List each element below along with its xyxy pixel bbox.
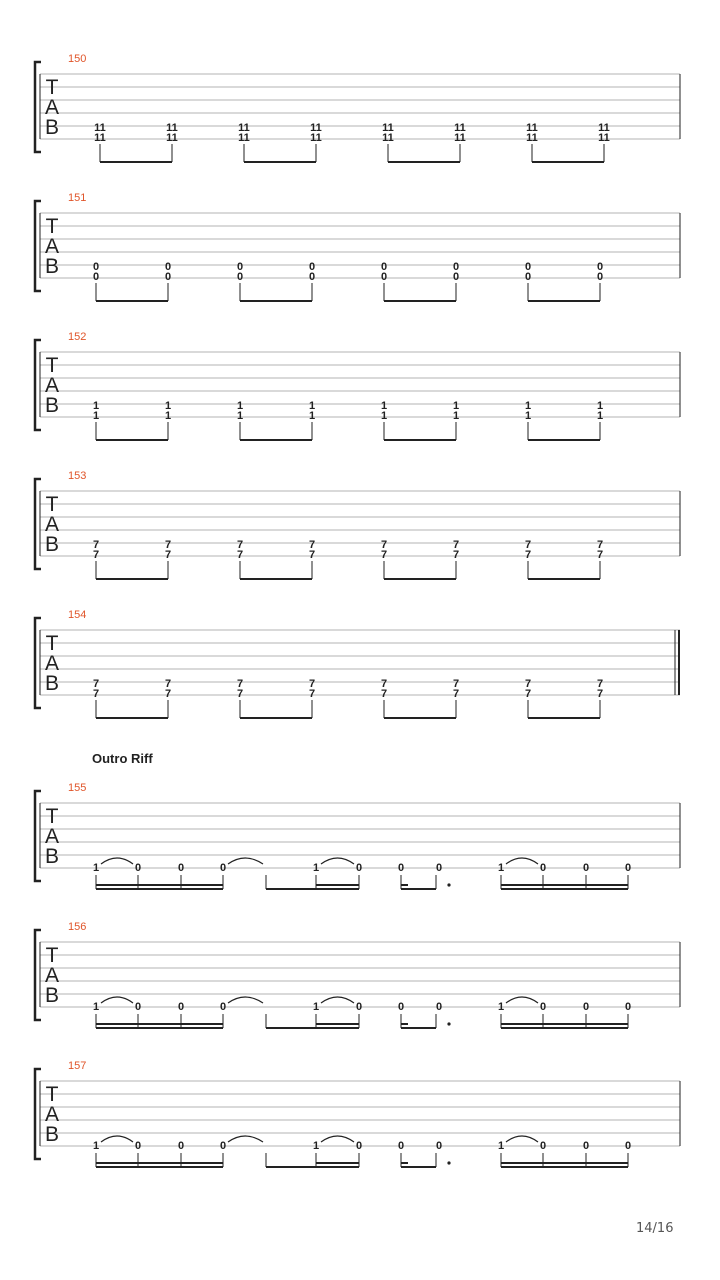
fret-number: 0 <box>539 1001 547 1013</box>
tab-clef-letter: T <box>45 1083 59 1106</box>
fret-number: 7 <box>308 539 316 551</box>
fret-number: 0 <box>539 862 547 874</box>
fret-number: 7 <box>452 549 460 561</box>
fret-number: 7 <box>524 678 532 690</box>
fret-number: 1 <box>524 400 532 412</box>
fret-number: 1 <box>312 1001 320 1013</box>
fret-number: 0 <box>582 1001 590 1013</box>
tab-system <box>35 331 680 440</box>
fret-number: 1 <box>380 400 388 412</box>
fret-number: 1 <box>236 400 244 412</box>
fret-number: 7 <box>596 678 604 690</box>
fret-number: 11 <box>94 122 106 134</box>
fret-number: 0 <box>177 862 185 874</box>
fret-number: 0 <box>92 261 100 273</box>
measure-number: 155 <box>68 782 87 794</box>
tab-clef-letter: A <box>44 374 60 397</box>
fret-number: 0 <box>219 1001 227 1013</box>
fret-number: 7 <box>164 539 172 551</box>
fret-number: 1 <box>236 410 244 422</box>
fret-number: 1 <box>92 1140 100 1152</box>
fret-number: 7 <box>380 539 388 551</box>
fret-number: 7 <box>524 549 532 561</box>
fret-number: 0 <box>397 862 405 874</box>
fret-number: 0 <box>452 261 460 273</box>
fret-number: 1 <box>164 410 172 422</box>
fret-number: 7 <box>236 688 244 700</box>
fret-number: 11 <box>166 132 178 144</box>
slur <box>321 997 354 1003</box>
fret-number: 7 <box>596 688 604 700</box>
fret-number: 0 <box>236 271 244 283</box>
fret-number: 7 <box>524 539 532 551</box>
fret-number: 1 <box>92 1001 100 1013</box>
tab-system <box>35 782 680 889</box>
tab-system <box>35 921 680 1028</box>
slur <box>506 1136 538 1142</box>
slur <box>506 858 538 864</box>
fret-number: 0 <box>582 862 590 874</box>
measure-number: 151 <box>68 192 87 204</box>
fret-number: 7 <box>164 549 172 561</box>
fret-number: 11 <box>598 132 610 144</box>
fret-number: 1 <box>312 1140 320 1152</box>
fret-number: 7 <box>92 539 100 551</box>
fret-number: 0 <box>624 862 632 874</box>
tie-out <box>228 858 263 864</box>
fret-number: 7 <box>236 539 244 551</box>
fret-number: 0 <box>92 271 100 283</box>
fret-number: 1 <box>596 400 604 412</box>
fret-number: 11 <box>238 122 250 134</box>
fret-number: 7 <box>524 688 532 700</box>
fret-number: 0 <box>219 1140 227 1152</box>
fret-number: 1 <box>452 400 460 412</box>
measure-number: 156 <box>68 921 87 933</box>
fret-number: 1 <box>308 400 316 412</box>
fret-number: 0 <box>596 261 604 273</box>
fret-number: 11 <box>526 132 538 144</box>
slur <box>101 1136 133 1142</box>
page-number: 14/16 <box>636 1221 674 1236</box>
fret-number: 7 <box>236 549 244 561</box>
tab-clef-letter: B <box>44 1123 60 1146</box>
fret-number: 1 <box>92 862 100 874</box>
fret-number: 7 <box>92 549 100 561</box>
fret-number: 1 <box>308 410 316 422</box>
dot <box>447 1161 450 1164</box>
fret-number: 7 <box>596 549 604 561</box>
slur <box>101 858 133 864</box>
tab-system <box>35 470 680 579</box>
fret-number: 0 <box>380 271 388 283</box>
tab-clef-letter: A <box>44 825 60 848</box>
dot <box>447 1022 450 1025</box>
tab-clef-letter: B <box>44 672 60 695</box>
fret-number: 0 <box>435 1001 443 1013</box>
tab-clef-letter: T <box>45 76 59 99</box>
fret-number: 0 <box>524 271 532 283</box>
fret-number: 1 <box>92 400 100 412</box>
fret-number: 7 <box>164 688 172 700</box>
fret-number: 0 <box>134 1140 142 1152</box>
fret-number: 7 <box>308 549 316 561</box>
fret-number: 7 <box>164 678 172 690</box>
fret-number: 0 <box>177 1001 185 1013</box>
tab-system <box>35 53 680 162</box>
tab-clef-letter: B <box>44 255 60 278</box>
tab-clef-letter: T <box>45 215 59 238</box>
tie-out <box>228 1136 263 1142</box>
fret-number: 0 <box>177 1140 185 1152</box>
fret-number: 0 <box>397 1001 405 1013</box>
measure-number: 157 <box>68 1060 87 1072</box>
fret-number: 0 <box>308 261 316 273</box>
fret-number: 0 <box>624 1140 632 1152</box>
measure-number: 150 <box>68 53 87 65</box>
tab-clef-letter: B <box>44 116 60 139</box>
fret-number: 7 <box>380 549 388 561</box>
tab-clef-letter: T <box>45 632 59 655</box>
tab-clef-letter: A <box>44 96 60 119</box>
fret-number: 1 <box>497 1001 505 1013</box>
fret-number: 11 <box>598 122 610 134</box>
fret-number: 0 <box>435 862 443 874</box>
fret-number: 0 <box>164 271 172 283</box>
slur <box>321 1136 354 1142</box>
fret-number: 0 <box>164 261 172 273</box>
fret-number: 7 <box>92 678 100 690</box>
tab-clef-letter: A <box>44 235 60 258</box>
tab-clef-letter: T <box>45 944 59 967</box>
tab-system <box>35 609 680 718</box>
tab-clef-letter: B <box>44 394 60 417</box>
fret-number: 0 <box>134 1001 142 1013</box>
fret-number: 7 <box>92 688 100 700</box>
fret-number: 11 <box>166 122 178 134</box>
fret-number: 0 <box>308 271 316 283</box>
fret-number: 11 <box>310 122 322 134</box>
tab-clef-letter: A <box>44 513 60 536</box>
fret-number: 0 <box>355 1140 363 1152</box>
fret-number: 7 <box>596 539 604 551</box>
fret-number: 0 <box>624 1001 632 1013</box>
fret-number: 0 <box>397 1140 405 1152</box>
slur <box>321 858 354 864</box>
tie-out <box>228 997 263 1003</box>
fret-number: 0 <box>582 1140 590 1152</box>
fret-number: 0 <box>524 261 532 273</box>
fret-number: 0 <box>134 862 142 874</box>
fret-number: 7 <box>452 678 460 690</box>
fret-number: 1 <box>497 1140 505 1152</box>
tab-system <box>35 192 680 301</box>
fret-number: 7 <box>236 678 244 690</box>
fret-number: 11 <box>526 122 538 134</box>
measure-number: 154 <box>68 609 87 621</box>
tab-clef-letter: B <box>44 845 60 868</box>
fret-number: 0 <box>355 862 363 874</box>
fret-number: 0 <box>452 271 460 283</box>
fret-number: 11 <box>310 132 322 144</box>
tab-clef-letter: A <box>44 964 60 987</box>
measure-number: 152 <box>68 331 87 343</box>
fret-number: 11 <box>454 132 466 144</box>
fret-number: 1 <box>524 410 532 422</box>
fret-number: 1 <box>497 862 505 874</box>
fret-number: 1 <box>596 410 604 422</box>
fret-number: 7 <box>308 678 316 690</box>
tab-clef-letter: T <box>45 493 59 516</box>
fret-number: 1 <box>92 410 100 422</box>
fret-number: 1 <box>312 862 320 874</box>
fret-number: 11 <box>238 132 250 144</box>
slur <box>506 997 538 1003</box>
fret-number: 0 <box>380 261 388 273</box>
fret-number: 11 <box>382 122 394 134</box>
measure-number: 153 <box>68 470 87 482</box>
fret-number: 11 <box>94 132 106 144</box>
tab-clef-letter: T <box>45 354 59 377</box>
fret-number: 7 <box>452 688 460 700</box>
fret-number: 0 <box>355 1001 363 1013</box>
fret-number: 0 <box>539 1140 547 1152</box>
tab-clef-letter: B <box>44 533 60 556</box>
fret-number: 7 <box>452 539 460 551</box>
fret-number: 0 <box>435 1140 443 1152</box>
fret-number: 1 <box>380 410 388 422</box>
fret-number: 7 <box>380 688 388 700</box>
fret-number: 7 <box>308 688 316 700</box>
fret-number: 0 <box>236 261 244 273</box>
fret-number: 1 <box>164 400 172 412</box>
tab-system <box>35 1060 680 1167</box>
fret-number: 7 <box>380 678 388 690</box>
section-label: Outro Riff <box>92 751 153 766</box>
tab-clef-letter: A <box>44 652 60 675</box>
dot <box>447 883 450 886</box>
fret-number: 0 <box>219 862 227 874</box>
tab-clef-letter: T <box>45 805 59 828</box>
slur <box>101 997 133 1003</box>
fret-number: 11 <box>454 122 466 134</box>
tab-clef-letter: B <box>44 984 60 1007</box>
tab-clef-letter: A <box>44 1103 60 1126</box>
fret-number: 11 <box>382 132 394 144</box>
fret-number: 0 <box>596 271 604 283</box>
fret-number: 1 <box>452 410 460 422</box>
